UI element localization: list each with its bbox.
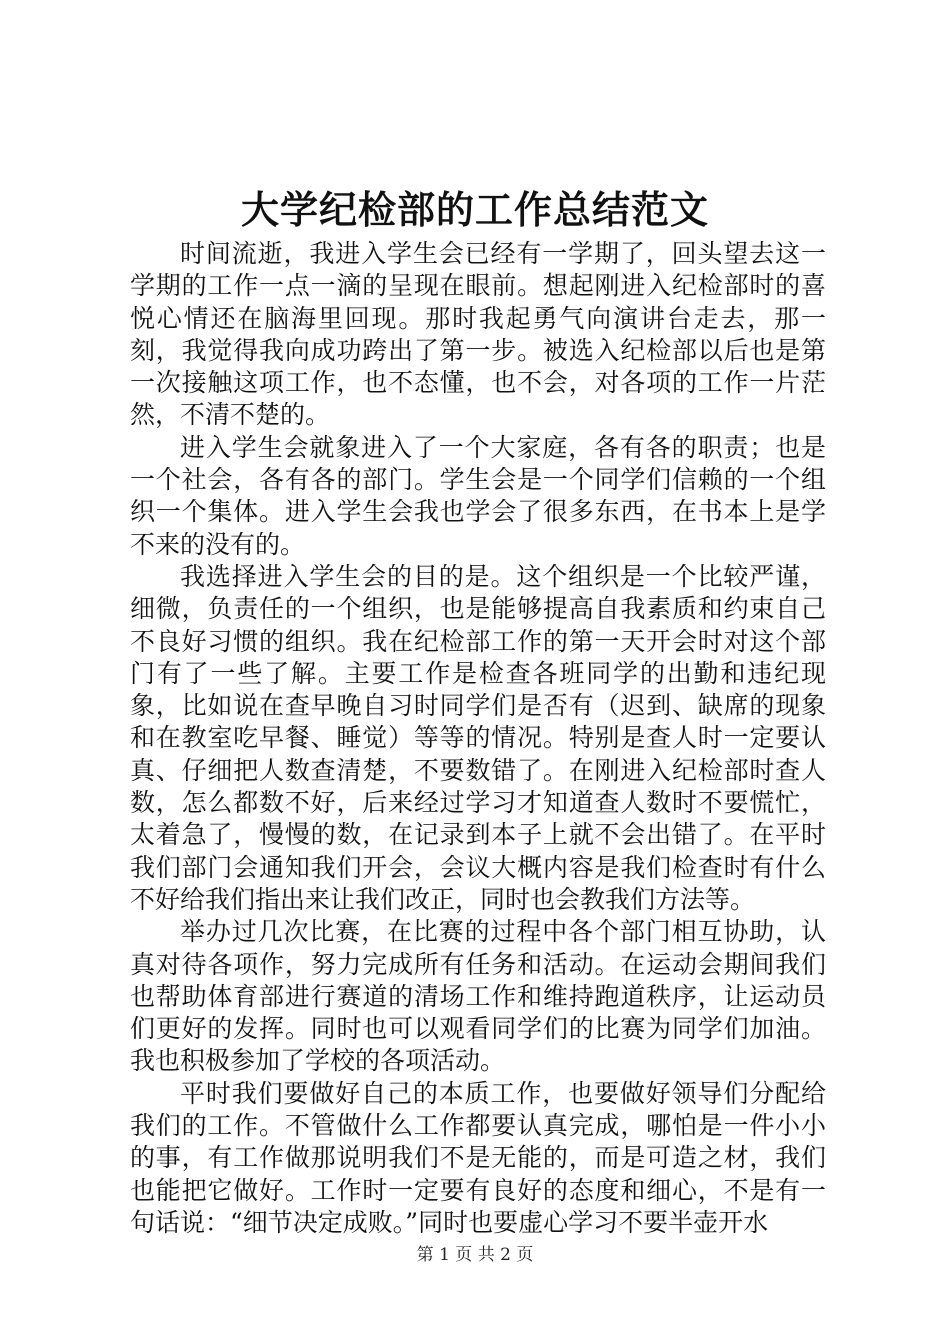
paragraph-3: 我选择进入学生会的目的是。这个组织是一个比较严谨，细微，负责任的一个组织，也是能够提高自我素质和约束自己不良好习惯的组织。我在纪检部工作的第一天开会时对这个部门有了一些了解。主要工作是检查各班同学的出勤和违纪现象，比如说在查早晚自习时同学们是否有（迟到、缺席的现象和在教室吃早餐、睡觉）等等的情况。特别是查人时一定要认真、仔细把人数查清楚，不要数错了。在刚进入纪检部时查人数，怎么都数不好，后来经过学习才知道查人数时不要慌忙，太着急了，慢慢的数，在记录到本子上就不会出错了。在平时我们部门会通知我们开会，会议大概内容是我们检查时有什么不好给我们指出来让我们改正，同时也会教我们方法等。 (130, 561, 826, 914)
document-title: 大学纪检部的工作总结范文 (240, 187, 709, 232)
paragraph-5: 平时我们要做好自己的本质工作，也要做好领导们分配给我们的工作。不管做什么工作都要认真完成，哪怕是一件小小的事，有工作做那说明我们不是无能的，而是可造之材，我们也能把它做好。工作时一定要有良好的态度和细心，不是有一句话说：“细节决定成败。”同时也要虚心学习不要半壶开水 (130, 1078, 826, 1237)
page-number-footer: 第 1 页 共 2 页 (416, 1245, 534, 1265)
paragraph-1: 时间流逝，我进入学生会已经有一学期了，回头望去这一学期的工作一点一滴的呈现在眼前。想起刚进入纪检部时的喜悦心情还在脑海里回现。那时我起勇气向演讲台走去，那一刻，我觉得我向成功跨出了第一步。被选入纪检部以后也是第一次接触这项工作，也不态懂，也不会，对各项的工作一片茫然，不清不楚的。 (130, 239, 826, 430)
document-body (130, 238, 826, 1239)
paragraph-4: 举办过几次比赛，在比赛的过程中各个部门相互协助，认真对待各项作，努力完成所有任务和活动。在运动会期间我们也帮助体育部进行赛道的清场工作和维持跑道秩序，让运动员们更好的发挥。同时也可以观看同学们的比赛为同学们加油。我也积极参加了学校的各项活动。 (130, 917, 826, 1076)
paragraph-2: 进入学生会就象进入了一个大家庭，各有各的职责；也是一个社会，各有各的部门。学生会是一个同学们信赖的一个组织一个集体。进入学生会我也学会了很多东西，在书本上是学不来的没有的。 (130, 432, 826, 559)
